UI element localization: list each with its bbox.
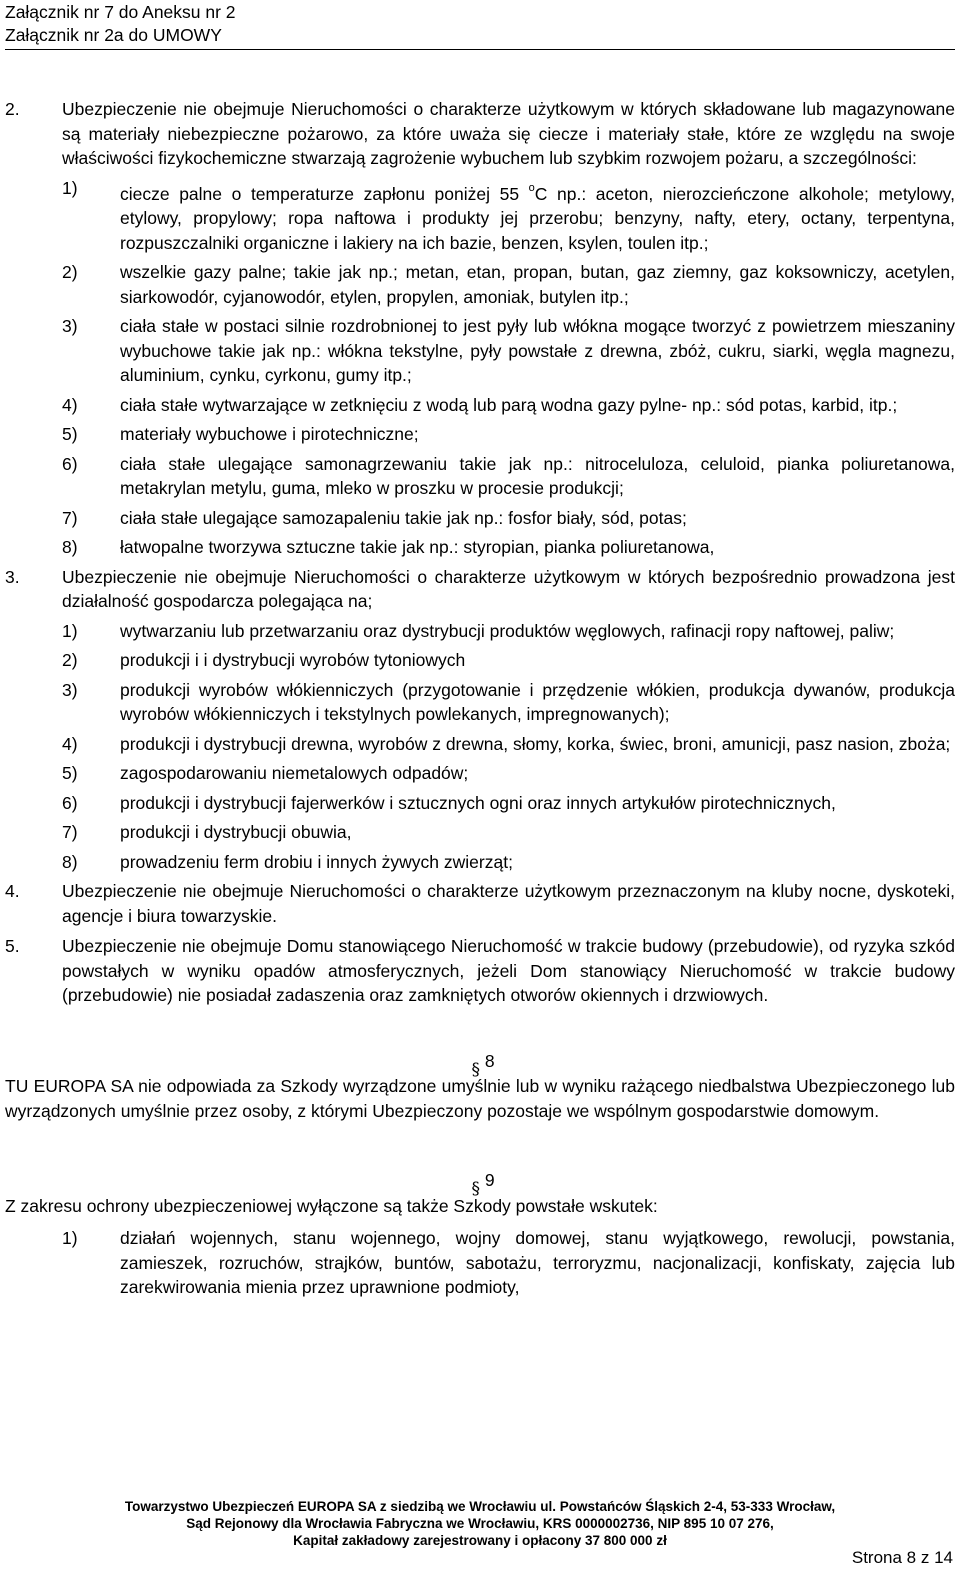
list-item [5, 791, 955, 816]
item-number: 1) [62, 620, 78, 641]
item-text: ciała stałe w postaci silnie rozdrobnionej to jest pyły lub włókna mogące tworzyć z powietrzem mieszaniny wybuchowe takie jak np.: włókna tekstylne, pyły powstałe z drewna, zbóż, cukru, siarki, węgla magnezu, aluminium, cynku, cyrkonu, gumy itp.; [120, 316, 955, 385]
item-number: 6) [62, 792, 78, 813]
list-item [5, 422, 955, 447]
list-item [5, 393, 955, 418]
header-line-attachment: Załącznik nr 2a do UMOWY [5, 25, 222, 45]
item-number: 4) [62, 733, 78, 754]
list-item [5, 506, 955, 531]
list-item [5, 619, 955, 644]
section-3 [5, 565, 955, 614]
item-text: produkcji i i dystrybucji wyrobów tytoniowych [120, 650, 466, 670]
list-item [5, 535, 955, 560]
item-text: łatwopalne tworzywa sztuczne takie jak np.: styropian, pianka poliuretanowa, [120, 537, 715, 557]
item-number: 3) [62, 679, 78, 700]
section-number: 4. [5, 881, 20, 901]
item-number: 7) [62, 507, 78, 528]
item-text: produkcji i dystrybucji fajerwerków i sztucznych ogni oraz innych artykułów pirotechnicznych, [120, 792, 836, 813]
list-item [5, 678, 955, 727]
item-number: 1) [62, 177, 78, 198]
item-text: działań wojennych, stanu wojennego, wojny domowej, stanu wyjątkowego, rewolucji, powstania, zamieszek, rozruchów, strajków, buntów, sabotażu, terroryzmu, nacjonalizacji, konfiskaty, zajęcia lub zarekwirowania mienia przez uprawnione podmioty, [120, 1228, 955, 1297]
section-text: Ubezpieczenie nie obejmuje Nieruchomości o charakterze użytkowym w których składowane lub magazynowane są materiały niebezpieczne pożarowo, za które uważa się ciecze i materiały stałe, które ze względu na swoje właściwości fizykochemiczne stwarzają zagrożenie wybuchem lub szybkim rozwojem pożaru, a szczególności: [62, 99, 955, 168]
item-text: materiały wybuchowe i pirotechniczne; [120, 424, 419, 444]
list-item [5, 761, 955, 786]
footer-capital-info: Kapitał zakładowy zarejestrowany i opłacony 37 800 000 zł [293, 1532, 667, 1548]
item-text: wszelkie gazy palne; takie jak np.; metan, etan, propan, butan, gaz ziemny, gaz koksowniczy, acetylen, siarkowodór, cyjanowodór, etylen, propylen, amoniak, butylen itp.; [120, 262, 955, 307]
section-text: Ubezpieczenie nie obejmuje Domu stanowiącego Nieruchomość w trakcie budowy (przebudowie), od ryzyka szkód powstałych w wyniku opadów atmosferycznych, jeżeli Dom stanowiący Nieruchomość w trakcie budowy (przebudowie) nie posiadał zadaszenia oraz zamkniętych otworów okiennych i drzwiowych. [62, 936, 955, 1005]
section-number: 3. [5, 566, 20, 587]
item-number: 2) [62, 650, 78, 670]
company-footer [0, 1499, 960, 1549]
item-text: produkcji wyrobów włókienniczych (przygotowanie i przędzenie włókien, produkcja dywanów, produkcja wyrobów włókienniczych i tekstylnych powlekanych, impregnowanych); [120, 679, 955, 724]
paragraph-number: 9 [484, 1170, 495, 1190]
paragraph-9-text: Z zakresu ochrony ubezpieczeniowej wyłączone są także Szkody powstałe wskutek: [5, 1195, 658, 1216]
item-number: 6) [62, 453, 78, 474]
section-number: 5. [5, 936, 20, 956]
item-number: 4) [62, 394, 78, 415]
paragraph-number: 8 [484, 1050, 495, 1071]
list-item [5, 1226, 955, 1300]
section-sign: § [471, 1059, 480, 1080]
item-number: 5) [62, 763, 78, 783]
item-text: ciała stałe ulegające samonagrzewaniu takie jak np.: nitroceluloza, celuloid, pianka poliuretanowa, metakrylan metylu, guma, mleko w proszku w procesie produkcji; [120, 453, 955, 498]
section-number: 2. [5, 99, 20, 119]
header-divider [5, 49, 955, 50]
section-text: Ubezpieczenie nie obejmuje Nieruchomości o charakterze użytkowym w których bezpośrednio prowadzona jest działalność gospodarcza polegająca na; [62, 566, 955, 611]
section-sign: § [471, 1179, 480, 1199]
footer-company-address: Towarzystwo Ubezpieczeń EUROPA SA z siedzibą we Wrocławiu ul. Powstańców Śląskich 2-4, 53-333 Wrocław, [124, 1499, 836, 1514]
item-number: 8) [62, 851, 78, 872]
paragraph-8-text: TU EUROPA SA nie odpowiada za Szkody wyrządzone umyślnie lub w wyniku rażącego niedbalstwa Ubezpieczonego lub wyrządzonych umyślnie przez osoby, z którymi Ubezpieczony pozostaje we wspólnym gospodarstwie domowym. [5, 1076, 955, 1121]
item-number: 7) [62, 822, 78, 842]
list-item [5, 314, 955, 388]
section-2 [5, 97, 955, 171]
footer-registry-info: Sąd Rejonowy dla Wrocławia Fabryczna we Wrocławiu, KRS 0000002736, NIP 895 10 07 276, [186, 1515, 774, 1531]
document-header [5, 1, 236, 47]
section-4 [5, 879, 955, 928]
paragraph-9-heading [5, 1168, 955, 1199]
page-number: Strona 8 z 14 [851, 1548, 953, 1567]
item-text: ciała stałe wytwarzające w zetknięciu z wodą lub parą wodna gazy pylne- np.: sód potas, karbid, itp.; [120, 394, 898, 415]
item-text: prowadzeniu ferm drobiu i innych żywych zwierząt; [120, 851, 513, 872]
item-text-start: ciecze palne o temperaturze zapłonu poniżej 55 [120, 183, 529, 204]
item-text: ciała stałe ulegające samozapaleniu takie jak np.: fosfor biały, sód, potas; [120, 507, 687, 528]
paragraph-8-heading [5, 1049, 955, 1080]
item-number: 5) [62, 424, 78, 444]
item-number: 1) [62, 1228, 78, 1248]
header-line-annex: Załącznik nr 7 do Aneksu nr 2 [5, 2, 236, 22]
item-number: 2) [62, 262, 78, 282]
item-text: produkcji i dystrybucji drewna, wyrobów z drewna, słomy, korka, świec, broni, amunicji, pasz nasion, zboża; [120, 733, 951, 754]
list-item [5, 648, 955, 673]
degree-superscript: o [528, 181, 535, 194]
list-item [5, 176, 955, 256]
list-item [5, 732, 955, 757]
list-item [5, 452, 955, 501]
item-text: produkcji i dystrybucji obuwia, [120, 822, 352, 842]
section-text: Ubezpieczenie nie obejmuje Nieruchomości o charakterze użytkowym przeznaczonym na kluby nocne, dyskoteki, agencje i biura towarzyskie. [62, 881, 955, 926]
document-body [5, 97, 955, 1300]
item-text: zagospodarowaniu niemetalowych odpadów; [120, 763, 469, 783]
section-5 [5, 934, 955, 1008]
item-text: wytwarzaniu lub przetwarzaniu oraz dystrybucji produktów węglowych, rafinacji ropy naftowej, paliw; [120, 620, 895, 641]
item-number: 8) [62, 537, 78, 557]
list-item [5, 260, 955, 309]
list-item [5, 820, 955, 845]
item-text-end: C np.: aceton, nierozcieńczone alkohole; metylowy, etylowy, propylowy; ropa naftowa i produkty jej przerobu; benzyny, nafty, etery, octany, terpentyna, rozpuszczalniki organiczne i lakiery na ich bazie, benzen, ksylen, toulen itp.; [120, 183, 955, 253]
item-number: 3) [62, 316, 78, 336]
list-item [5, 850, 955, 875]
